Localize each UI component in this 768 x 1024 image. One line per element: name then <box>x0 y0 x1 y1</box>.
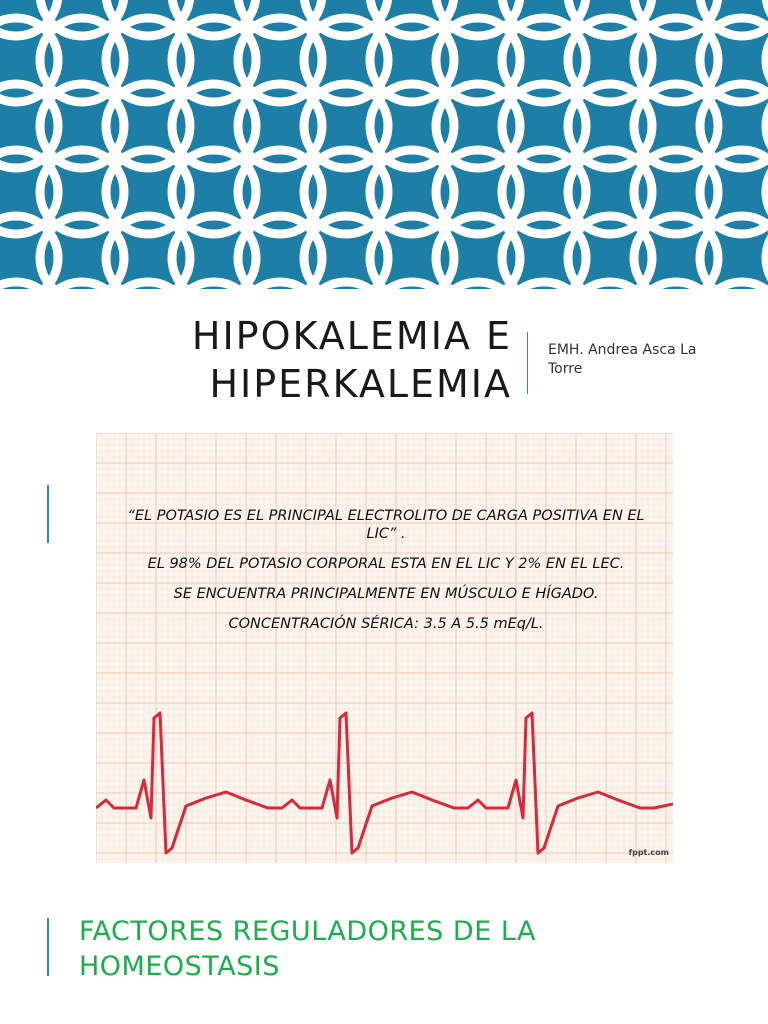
ecg-content-slide <box>96 433 673 863</box>
section-title-line-1: FACTORES REGULADORES DE LA <box>79 916 536 947</box>
fact-paragraph: “EL POTASIO ES EL PRINCIPAL ELECTROLITO DE CARGA POSITIVA EN EL LIC” . <box>127 508 645 542</box>
potassium-facts <box>126 507 646 645</box>
section-title <box>79 914 679 984</box>
ecg-grid-background <box>96 433 673 863</box>
author-name <box>548 341 748 379</box>
header-pattern-banner <box>0 0 768 289</box>
section-accent-bar <box>47 918 49 976</box>
fact-paragraph: EL 98% DEL POTASIO CORPORAL ESTA EN EL LIC Y 2% EN EL LEC. <box>147 556 625 572</box>
title-line-1: HIPOKALEMIA E <box>191 314 512 358</box>
slide-accent-bar <box>47 485 49 543</box>
author-line-2: Torre <box>548 361 583 377</box>
author-line-1: EMH. Andrea Asca La <box>548 342 697 358</box>
fact-paragraph: SE ENCUENTRA PRINCIPALMENTE EN MÚSCULO E HÍGADO. <box>173 586 599 602</box>
fact-paragraph: CONCENTRACIÓN SÉRICA: 3.5 A 5.5 mEq/L. <box>228 616 544 632</box>
circle-lattice-pattern <box>0 0 768 289</box>
title-divider <box>527 332 528 394</box>
watermark-text: fppt.com <box>628 848 669 857</box>
section-title-line-2: HOMEOSTASIS <box>79 951 280 982</box>
presentation-title <box>150 312 512 408</box>
title-line-2: HIPERKALEMIA <box>209 362 512 406</box>
